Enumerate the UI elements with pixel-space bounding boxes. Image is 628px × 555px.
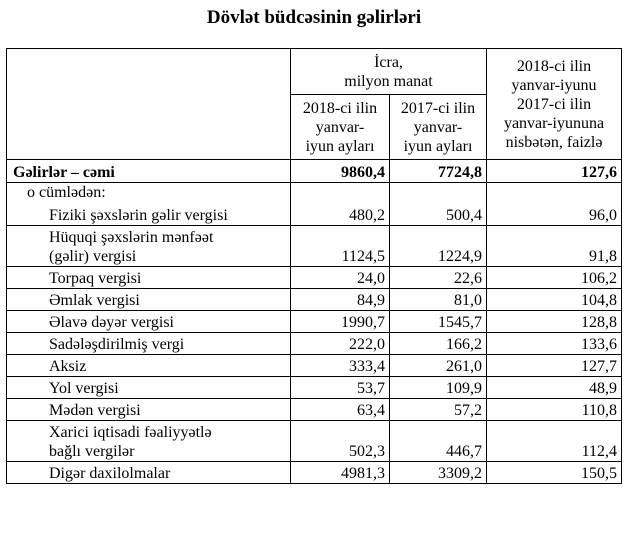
including-empty-2017: [390, 183, 487, 205]
total-ratio: 127,6: [487, 160, 622, 183]
row-ratio: 112,4: [487, 421, 622, 462]
table-row: [7, 204, 622, 226]
row-2018: 1990,7: [291, 311, 390, 333]
row-2017: 261,0: [390, 355, 487, 377]
total-label: Gəlirlər – cəmi: [7, 160, 291, 183]
row-label: Əmlak vergisi: [7, 289, 291, 311]
row-2017: 1545,7: [390, 311, 487, 333]
row-label: Hüquqi şəxslərin mənfəət (gəlir) vergisi: [7, 226, 291, 267]
table-row: [7, 355, 622, 377]
page-title: Dövlət büdcəsinin gəlirləri: [206, 7, 422, 28]
row-ratio: 133,6: [487, 333, 622, 355]
row-2017: 57,2: [390, 399, 487, 421]
header-execution: [291, 49, 487, 95]
row-label: Torpaq vergisi: [7, 267, 291, 289]
row-2018: 480,2: [291, 204, 390, 226]
row-ratio: 127,7: [487, 355, 622, 377]
including-empty-ratio: [487, 183, 622, 205]
row-ratio: 96,0: [487, 204, 622, 226]
including-empty-2018: [291, 183, 390, 205]
header-2018-text: 2018-ci ilin yanvar- iyun ayları: [302, 99, 378, 155]
row-2017: 500,4: [390, 204, 487, 226]
row-label: Sadələşdirilmiş vergi: [7, 333, 291, 355]
row-2017: 109,9: [390, 377, 487, 399]
row-2018: 1124,5: [291, 226, 390, 267]
table-row: [7, 311, 622, 333]
row-ratio: 150,5: [487, 462, 622, 484]
row-2017: 446,7: [390, 421, 487, 462]
row-2018: 333,4: [291, 355, 390, 377]
header-execution-text: İcra, milyon manat: [344, 53, 433, 90]
row-label: Mədən vergisi: [7, 399, 291, 421]
table-row: [7, 377, 622, 399]
table-row: [7, 289, 622, 311]
header-2017-text: 2017-ci ilin yanvar- iyun ayları: [400, 99, 476, 155]
budget-revenue-table: [6, 48, 622, 484]
row-2018: 24,0: [291, 267, 390, 289]
header-empty-cell: [7, 49, 291, 160]
row-2018: 4981,3: [291, 462, 390, 484]
row-label: Aksiz: [7, 355, 291, 377]
row-2018: 222,0: [291, 333, 390, 355]
row-2017: 81,0: [390, 289, 487, 311]
row-ratio: 91,8: [487, 226, 622, 267]
row-2017: 3309,2: [390, 462, 487, 484]
table-row: [7, 399, 622, 421]
header-2018: [291, 95, 390, 160]
table-row: [7, 421, 622, 462]
total-2018: 9860,4: [291, 160, 390, 183]
row-label: Yol vergisi: [7, 377, 291, 399]
row-ratio: 104,8: [487, 289, 622, 311]
total-row: [7, 160, 622, 183]
revenue-rows: [7, 204, 622, 484]
header-ratio-text: 2018-ci ilin yanvar-iyunu 2017-ci ilin yanvar-iyununa nisbətən, faizlə: [503, 57, 605, 151]
row-2018: 502,3: [291, 421, 390, 462]
row-label: Digər daxilolmalar: [7, 462, 291, 484]
row-label: Əlavə dəyər vergisi: [7, 311, 291, 333]
including-row: [7, 183, 622, 205]
row-ratio: 110,8: [487, 399, 622, 421]
including-label: o cümlədən:: [7, 183, 291, 205]
row-label: Fiziki şəxslərin gəlir vergisi: [7, 204, 291, 226]
row-ratio: 106,2: [487, 267, 622, 289]
row-ratio: 128,8: [487, 311, 622, 333]
table-row: [7, 226, 622, 267]
row-ratio: 48,9: [487, 377, 622, 399]
table-row: [7, 462, 622, 484]
header-2017: [390, 95, 487, 160]
table-row: [7, 267, 622, 289]
header-ratio: [487, 49, 622, 160]
row-2017: 22,6: [390, 267, 487, 289]
row-2018: 53,7: [291, 377, 390, 399]
row-label: Xarici iqtisadi fəaliyyətlə bağlı vergilər: [7, 421, 291, 462]
row-2018: 84,9: [291, 289, 390, 311]
row-2018: 63,4: [291, 399, 390, 421]
table-row: [7, 333, 622, 355]
total-2017: 7724,8: [390, 160, 487, 183]
row-2017: 166,2: [390, 333, 487, 355]
row-2017: 1224,9: [390, 226, 487, 267]
